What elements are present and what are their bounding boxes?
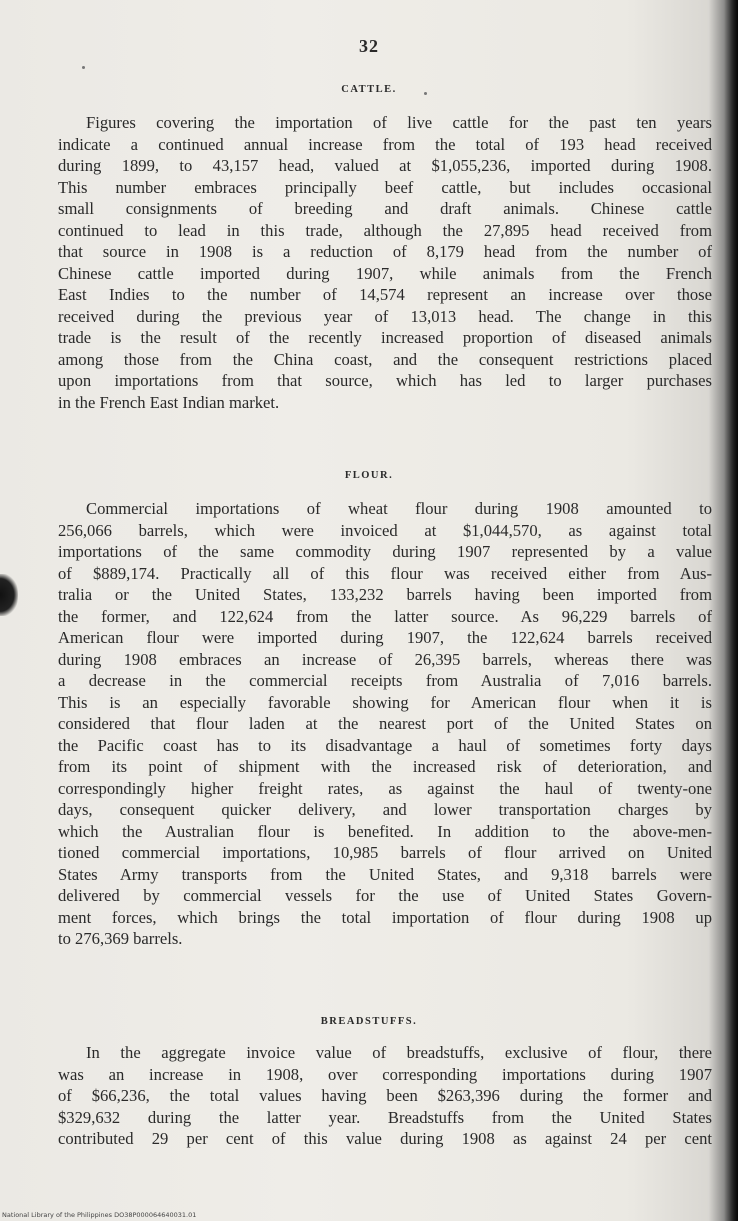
ink-blot-mark: [0, 574, 18, 616]
text-line: during 1908 embraces an increase of 26,395 barrels, whereas there was: [58, 649, 712, 669]
text-line: tralia or the United States, 133,232 barrels having been imported from: [58, 585, 712, 604]
text-line: $329,632 during the latter year. Breadstuffs from the United States: [58, 1107, 712, 1127]
text-line: from its point of shipment with the increased risk of deterioration, and: [58, 757, 712, 776]
text-line: considered that flour laden at the nearest port of the United States on: [58, 714, 712, 733]
section-heading-breadstuffs: BREADSTUFFS.: [320, 1016, 418, 1027]
section-heading-cattle: CATTLE.: [341, 84, 397, 95]
text-line: which the Australian flour is benefited. In addition to the above-men-: [58, 821, 712, 841]
text-line: a decrease in the commercial receipts from Australia of 7,016 barrels.: [58, 671, 712, 690]
text-line: Commercial importations of wheat flour during 1908 amounted to: [86, 499, 712, 518]
text-line: This is an especially favorable showing for American flour when it is: [58, 692, 712, 712]
text-line: that source in 1908 is a reduction of 8,179 head from the number of: [58, 242, 712, 261]
text-line: during 1899, to 43,157 head, valued at $1,055,236, imported during 1908.: [58, 156, 712, 175]
text-line: continued to lead in this trade, although the 27,895 head received from: [58, 220, 712, 240]
text-line: correspondingly higher freight rates, as against the haul of twenty-one: [58, 778, 712, 798]
text-line: of $889,174. Practically all of this flour was received either from Aus-: [58, 563, 712, 583]
text-line: In the aggregate invoice value of breadstuffs, exclusive of flour, there: [86, 1043, 712, 1062]
section-heading-flour: FLOUR.: [344, 470, 394, 481]
text-line: tioned commercial importations, 10,985 barrels of flour arrived on United: [58, 843, 712, 862]
text-line: was an increase in 1908, over corresponding importations during 1907: [58, 1064, 712, 1084]
text-line: the former, and 122,624 from the latter source. As 96,229 barrels of: [58, 606, 712, 626]
text-line: contributed 29 per cent of this value during 1908 as against 24 per cent: [58, 1129, 712, 1148]
text-line: indicate a continued annual increase from the total of 193 head received: [58, 134, 712, 154]
text-line: Chinese cattle imported during 1907, while animals from the French: [58, 263, 712, 283]
text-line: importations of the same commodity during 1907 represented by a value: [58, 542, 712, 561]
text-line: ment forces, which brings the total importation of flour during 1908 up: [58, 907, 712, 927]
text-line: delivered by commercial vessels for the use of United States Govern-: [58, 886, 712, 905]
text-line: among those from the China coast, and the consequent restrictions placed: [58, 349, 712, 369]
text-line: of $66,236, the total values having been $263,396 during the former and: [58, 1086, 712, 1105]
text-line: trade is the result of the recently increased proportion of diseased animals: [58, 328, 712, 347]
binding-edge-shadow: [724, 0, 738, 1221]
text-line: American flour were imported during 1907, the 122,624 barrels received: [58, 628, 712, 647]
text-line: upon importations from that source, which has led to larger purchases: [58, 371, 712, 390]
paragraph-flour: [58, 498, 712, 950]
text-line: in the French East Indian market.: [58, 392, 280, 412]
text-line: the Pacific coast has to its disadvantage a haul of sometimes forty days: [58, 735, 712, 755]
text-line: This number embraces principally beef cattle, but includes occasional: [58, 177, 712, 197]
paragraph-breadstuffs: [58, 1042, 712, 1150]
text-line: States Army transports from the United States, and 9,318 barrels were: [58, 864, 712, 884]
archive-footer-stamp: National Library of the Philippines DO38P000064640031.01: [2, 1211, 197, 1219]
text-line: Figures covering the importation of live cattle for the past ten years: [86, 113, 712, 132]
text-line: 256,066 barrels, which were invoiced at $1,044,570, as against total: [58, 520, 712, 540]
text-line: received during the previous year of 13,013 head. The change in this: [58, 306, 712, 326]
page-number: 32: [359, 36, 379, 56]
text-line: small consignments of breeding and draft animals. Chinese cattle: [58, 199, 712, 218]
text-line: East Indies to the number of 14,574 represent an increase over those: [58, 285, 712, 304]
text-line: days, consequent quicker delivery, and lower transportation charges by: [58, 800, 712, 819]
paragraph-cattle: [58, 112, 712, 413]
speck-mark: [82, 66, 85, 69]
text-line: to 276,369 barrels.: [58, 929, 183, 948]
